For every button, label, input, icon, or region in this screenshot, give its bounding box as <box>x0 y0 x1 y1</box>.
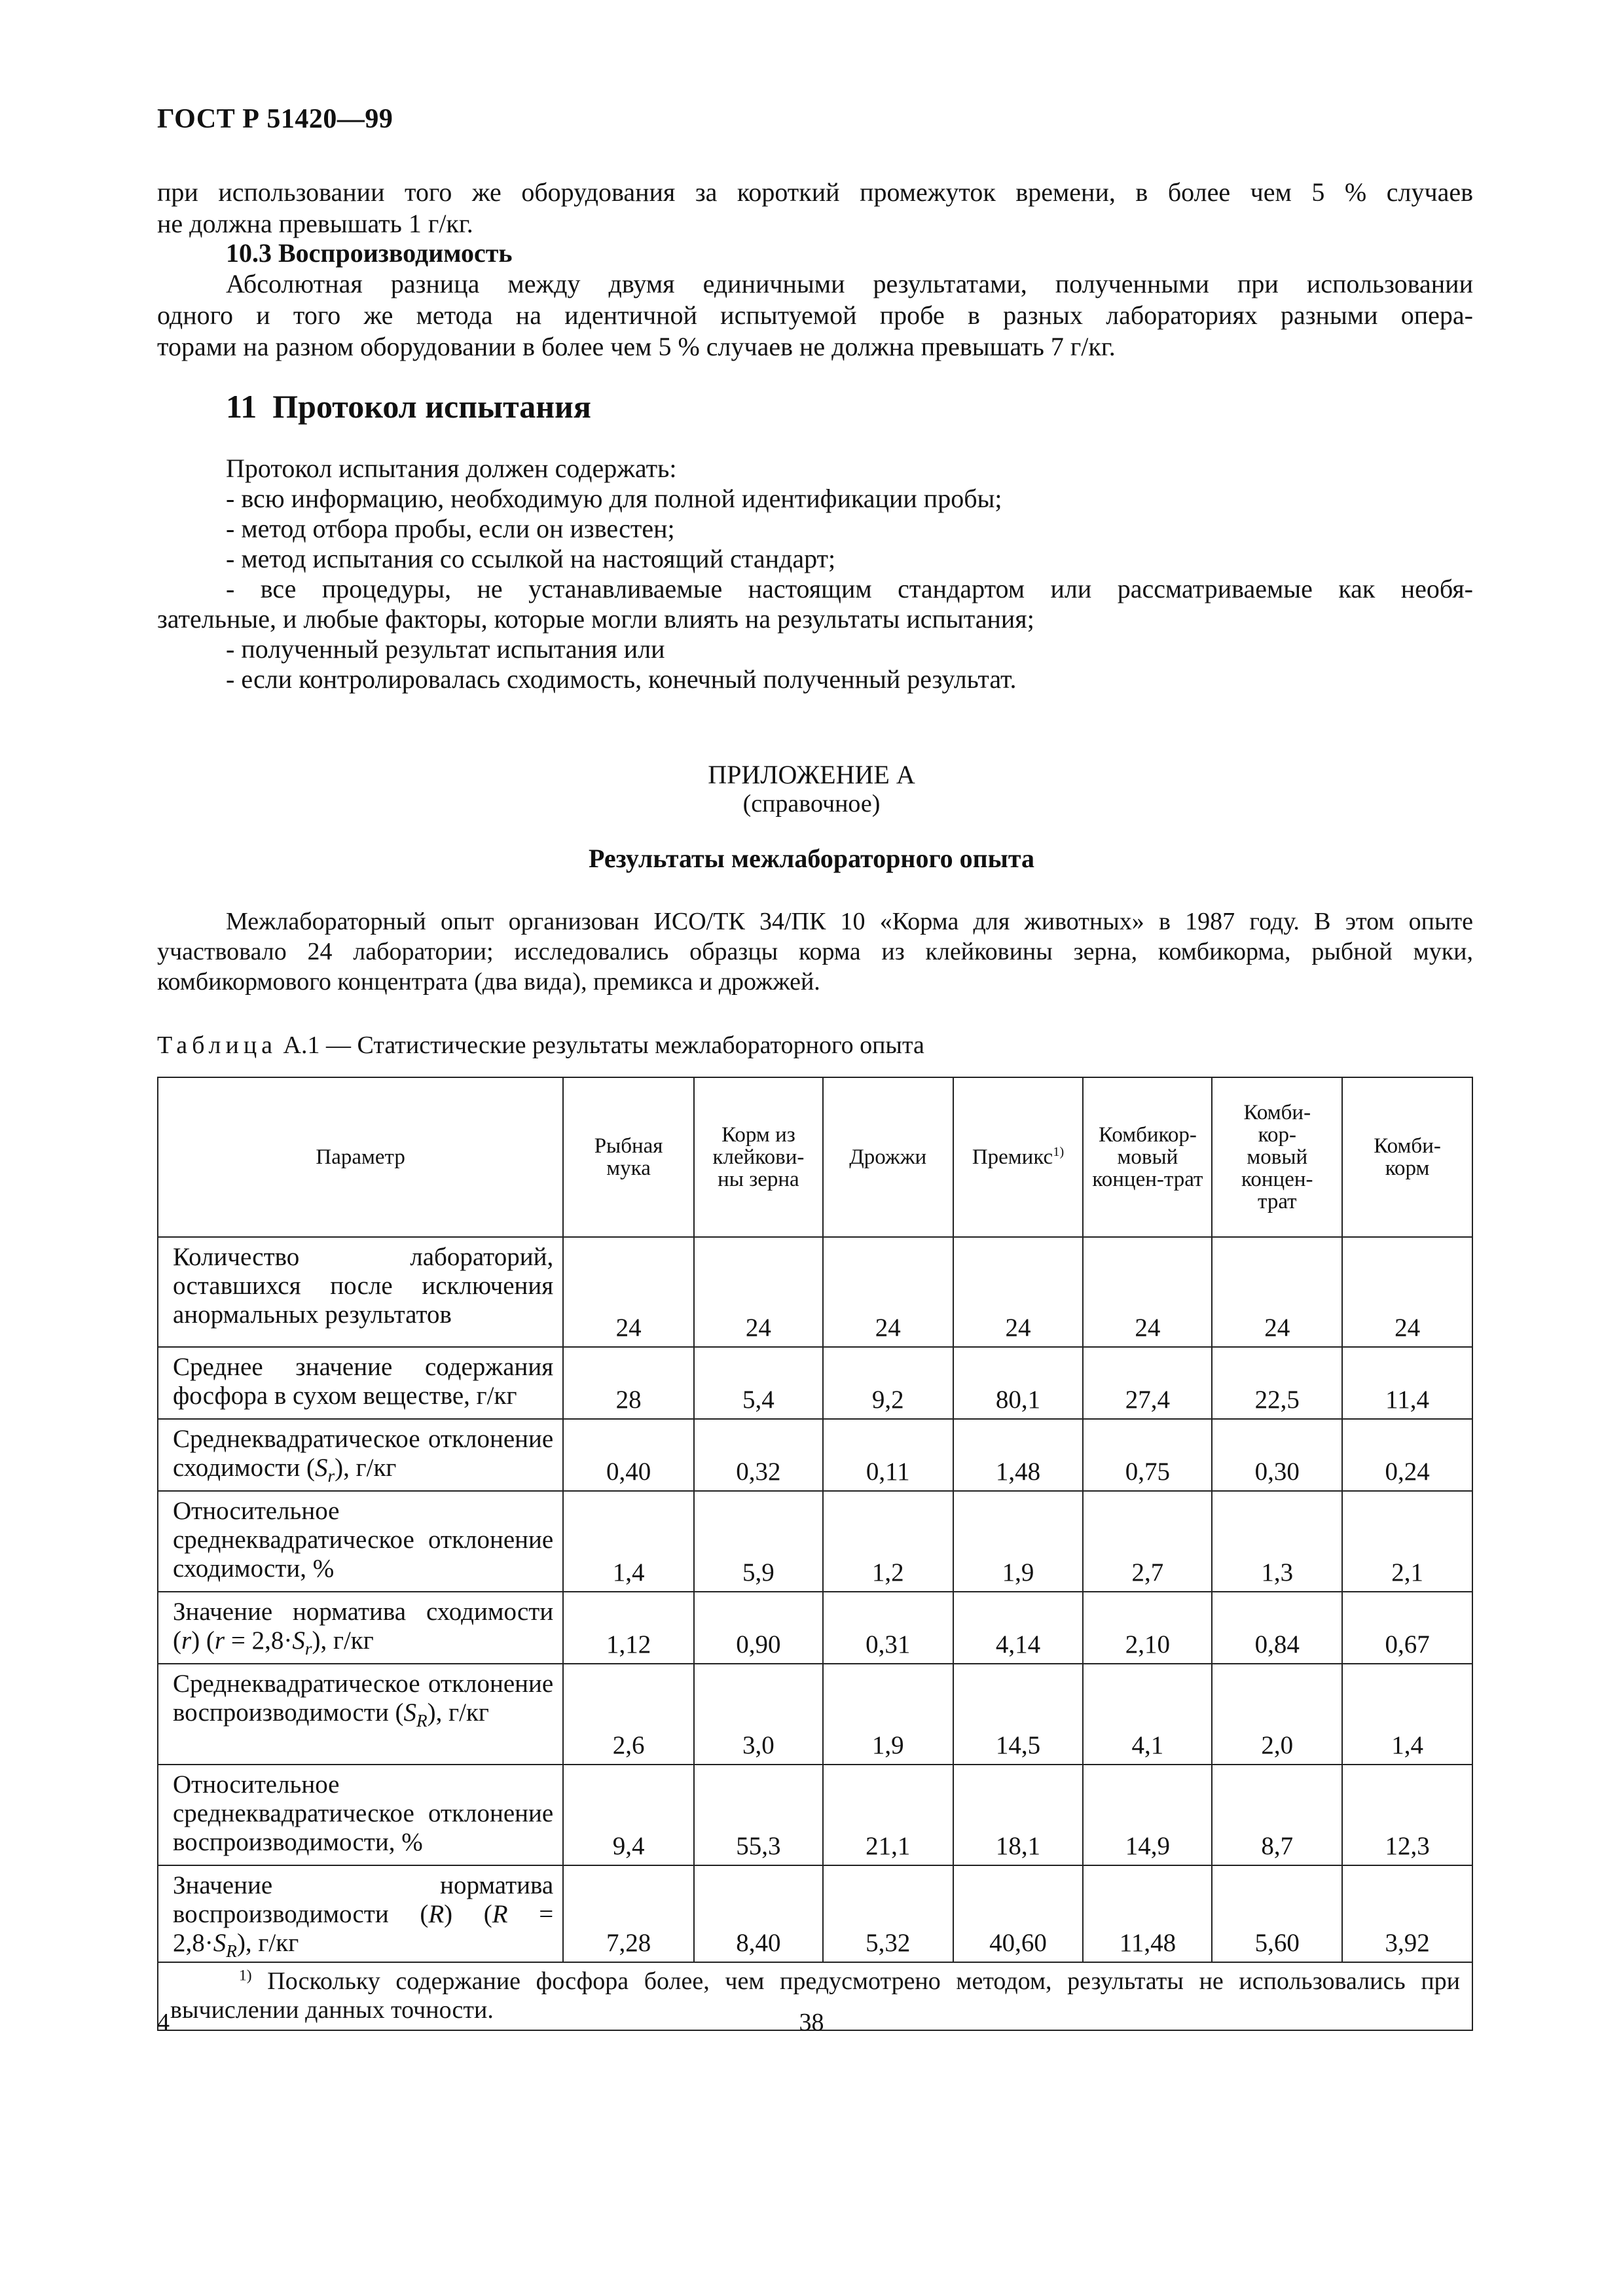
table-row <box>158 1237 1472 1347</box>
symbol-sub: r <box>304 1638 312 1659</box>
table-caption-text: А.1 — Статистические результаты межлабораторного опыта <box>283 1031 924 1059</box>
cell-value: 2,1 <box>1342 1491 1472 1592</box>
param-text: ) ( <box>444 1900 492 1928</box>
cell-value: 12,3 <box>1342 1765 1472 1865</box>
symbol-s: S <box>213 1929 227 1957</box>
text-line: не должна превышать 1 г/кг. <box>157 209 473 238</box>
cell-value: 1,4 <box>1342 1664 1472 1765</box>
param-text: ), г/кг <box>427 1698 489 1727</box>
symbol-r: r <box>214 1626 225 1655</box>
symbol-s: S <box>315 1454 328 1482</box>
header-premix <box>953 1077 1084 1237</box>
symbol-sub: R <box>416 1710 428 1731</box>
cell-value: 0,90 <box>694 1592 823 1664</box>
cell-value: 1,2 <box>823 1491 953 1592</box>
table-row <box>158 1347 1472 1419</box>
footnote-mark: 1) <box>239 1967 252 1984</box>
param-text: ) ( <box>191 1626 215 1655</box>
cell-value: 11,4 <box>1342 1347 1472 1419</box>
list-intro: Протокол испытания должен содержать: <box>226 454 677 483</box>
section-10-2-tail <box>157 177 1473 240</box>
appendix-intro <box>157 906 1473 997</box>
cell-value: 1,3 <box>1212 1491 1342 1592</box>
list-item: - метод испытания со ссылкой на настоящий стандарт; <box>226 544 836 573</box>
header-text: Комби-корм <box>1374 1134 1441 1180</box>
symbol-R: R <box>492 1900 508 1928</box>
cell-value: 55,3 <box>694 1765 823 1865</box>
appendix-title: ПРИЛОЖЕНИЕ А <box>708 760 915 789</box>
list-item: - полученный результат испытания или <box>226 634 665 664</box>
row-param <box>158 1865 563 1962</box>
symbol-r: r <box>181 1626 192 1655</box>
section-10-3-text <box>157 268 1473 363</box>
cell-value: 1,4 <box>563 1491 694 1592</box>
cell-value: 27,4 <box>1083 1347 1212 1419</box>
text-line: Межлабораторный опыт организован ИСО/ТК 34/ПК 10 «Корма для животных» в 1987 году. В этом опыте <box>226 908 1473 935</box>
footnote-text: Поскольку содержание фосфора более, чем предусмотрено методом, результаты не использовались при вычислении данных точности. <box>170 1967 1460 2024</box>
cell-value: 0,32 <box>694 1419 823 1491</box>
table-header-row <box>158 1077 1472 1237</box>
cell-value: 4,1 <box>1083 1664 1212 1765</box>
row-param: Среднее значение содержания фосфора в сухом веществе, г/кг <box>158 1347 563 1419</box>
table-row <box>158 1592 1472 1664</box>
symbol-s: S <box>292 1626 305 1655</box>
param-text: ), г/кг <box>335 1454 397 1482</box>
table-row <box>158 1491 1472 1592</box>
row-param <box>158 1664 563 1765</box>
header-compound-concentrate-2 <box>1212 1077 1342 1237</box>
cell-value: 24 <box>563 1237 694 1347</box>
list-item: - если контролировалась сходимость, конечный полученный результат. <box>226 664 1017 694</box>
cell-value: 5,32 <box>823 1865 953 1962</box>
cell-value: 24 <box>1083 1237 1212 1347</box>
cell-value: 80,1 <box>953 1347 1084 1419</box>
header-param: Параметр <box>158 1077 563 1237</box>
table-row <box>158 1765 1472 1865</box>
cell-value: 11,48 <box>1083 1865 1212 1962</box>
cell-value: 24 <box>694 1237 823 1347</box>
cell-value: 1,48 <box>953 1419 1084 1491</box>
row-param: Относительное среднеквадратическое отклонение воспроизводимости, % <box>158 1765 563 1865</box>
table-row <box>158 1664 1472 1765</box>
param-text: ), г/кг <box>236 1929 299 1957</box>
section-number: 11 <box>226 388 257 425</box>
cell-value: 1,12 <box>563 1592 694 1664</box>
param-text: Среднеквадратическое отклонение сходимости ( <box>173 1425 554 1482</box>
param-text: = 2,8· <box>225 1626 293 1655</box>
cell-value: 24 <box>823 1237 953 1347</box>
cell-value: 0,67 <box>1342 1592 1472 1664</box>
cell-value: 0,11 <box>823 1419 953 1491</box>
cell-value: 0,40 <box>563 1419 694 1491</box>
page-number-center: 38 <box>799 2009 824 2036</box>
section-title: Протокол испытания <box>272 388 591 425</box>
page-number-left: 4 <box>157 2009 170 2036</box>
param-text: Среднеквадратическое отклонение воспроизводимости ( <box>173 1670 554 1727</box>
list-item-continuation: зательные, и любые факторы, которые могли влиять на результаты испытания; <box>157 604 1034 634</box>
header-text: Рыбная мука <box>594 1134 663 1180</box>
header-yeast: Дрожжи <box>823 1077 953 1237</box>
list-item: - всю информацию, необходимую для полной идентификации пробы; <box>226 484 1002 513</box>
header-text: Комбикор-мовый концен-трат <box>1092 1123 1203 1191</box>
cell-value: 8,40 <box>694 1865 823 1962</box>
text-line: комбикормового концентрата (два вида), премикса и дрожжей. <box>157 968 820 996</box>
cell-value: 21,1 <box>823 1765 953 1865</box>
text-line: торами на разном оборудовании в более чем 5 % случаев не должна превышать 7 г/кг. <box>157 332 1116 361</box>
table-row <box>158 1865 1472 1962</box>
header-text: Премикс <box>972 1145 1053 1169</box>
cell-value: 0,31 <box>823 1592 953 1664</box>
cell-value: 0,84 <box>1212 1592 1342 1664</box>
section-11-heading <box>226 387 591 425</box>
table-row <box>158 1419 1472 1491</box>
gost-code-header: ГОСТ Р 51420—99 <box>157 104 393 134</box>
header-compound-concentrate-1 <box>1083 1077 1212 1237</box>
footnote-ref: 1) <box>1053 1145 1065 1159</box>
cell-value: 9,4 <box>563 1765 694 1865</box>
protocol-list <box>157 454 1473 694</box>
cell-value: 18,1 <box>953 1765 1084 1865</box>
text-line: участвовало 24 лаборатории; исследовались образцы корма из клейковины зерна, комбикорма, рыбной муки, <box>157 938 1473 965</box>
cell-value: 5,9 <box>694 1491 823 1592</box>
param-text: ), г/кг <box>312 1626 374 1655</box>
cell-value: 7,28 <box>563 1865 694 1962</box>
cell-value: 5,60 <box>1212 1865 1342 1962</box>
cell-value: 0,24 <box>1342 1419 1472 1491</box>
cell-value: 14,5 <box>953 1664 1084 1765</box>
appendix-subtitle: (справочное) <box>742 790 881 817</box>
row-param <box>158 1592 563 1664</box>
cell-value: 3,0 <box>694 1664 823 1765</box>
cell-value: 1,9 <box>953 1491 1084 1592</box>
row-param <box>158 1419 563 1491</box>
header-gluten-feed <box>694 1077 823 1237</box>
cell-value: 0,30 <box>1212 1419 1342 1491</box>
row-param: Количество лабораторий, оставшихся после исключения анормальных результатов <box>158 1237 563 1347</box>
cell-value: 28 <box>563 1347 694 1419</box>
list-item: - все процедуры, не устанавливаемые настоящим стандартом или рассматриваемые как необя- <box>226 574 1473 603</box>
cell-value: 2,10 <box>1083 1592 1212 1664</box>
symbol-s: S <box>403 1698 416 1727</box>
table-caption-label: Таблица <box>157 1031 278 1059</box>
header-text: Корм из клейкови-ны зерна <box>712 1123 805 1191</box>
symbol-sub: r <box>327 1465 335 1486</box>
cell-value: 14,9 <box>1083 1765 1212 1865</box>
cell-value: 2,7 <box>1083 1491 1212 1592</box>
text-line: при использовании того же оборудования за короткий промежуток времени, в более чем 5 % случаев <box>157 177 1473 207</box>
cell-value: 24 <box>1212 1237 1342 1347</box>
param-text: Значение норматива сходимости ( <box>173 1598 554 1655</box>
cell-value: 22,5 <box>1212 1347 1342 1419</box>
cell-value: 4,14 <box>953 1592 1084 1664</box>
cell-value: 24 <box>1342 1237 1472 1347</box>
appendix-heading: Результаты межлабораторного опыта <box>588 844 1035 873</box>
row-param: Относительное среднеквадратическое отклонение сходимости, % <box>158 1491 563 1592</box>
header-fish-meal <box>563 1077 694 1237</box>
cell-value: 1,9 <box>823 1664 953 1765</box>
cell-value: 9,2 <box>823 1347 953 1419</box>
header-text: Комби-кор-мовый концен-трат <box>1241 1101 1313 1213</box>
cell-value: 40,60 <box>953 1865 1084 1962</box>
cell-value: 3,92 <box>1342 1865 1472 1962</box>
text-line: одного и того же метода на идентичной испытуемой пробе в разных лабораториях разными опера- <box>157 300 1473 330</box>
list-item: - метод отбора пробы, если он известен; <box>226 514 675 543</box>
symbol-sub: R <box>226 1941 237 1961</box>
param-text: = 2,8· <box>173 1900 554 1957</box>
cell-value: 24 <box>953 1237 1084 1347</box>
header-compound-feed <box>1342 1077 1472 1237</box>
cell-value: 2,0 <box>1212 1664 1342 1765</box>
cell-value: 2,6 <box>563 1664 694 1765</box>
table-caption <box>157 1031 924 1060</box>
symbol-R: R <box>428 1900 445 1928</box>
param-text: Значение норматива воспроизводимости ( <box>173 1871 554 1928</box>
cell-value: 0,75 <box>1083 1419 1212 1491</box>
statistics-table <box>157 1077 1473 2031</box>
section-10-3-heading: 10.3 Воспроизводимость <box>226 238 513 268</box>
cell-value: 8,7 <box>1212 1765 1342 1865</box>
cell-value: 5,4 <box>694 1347 823 1419</box>
text-line: Абсолютная разница между двумя единичными результатами, полученными при использовании <box>226 269 1473 298</box>
